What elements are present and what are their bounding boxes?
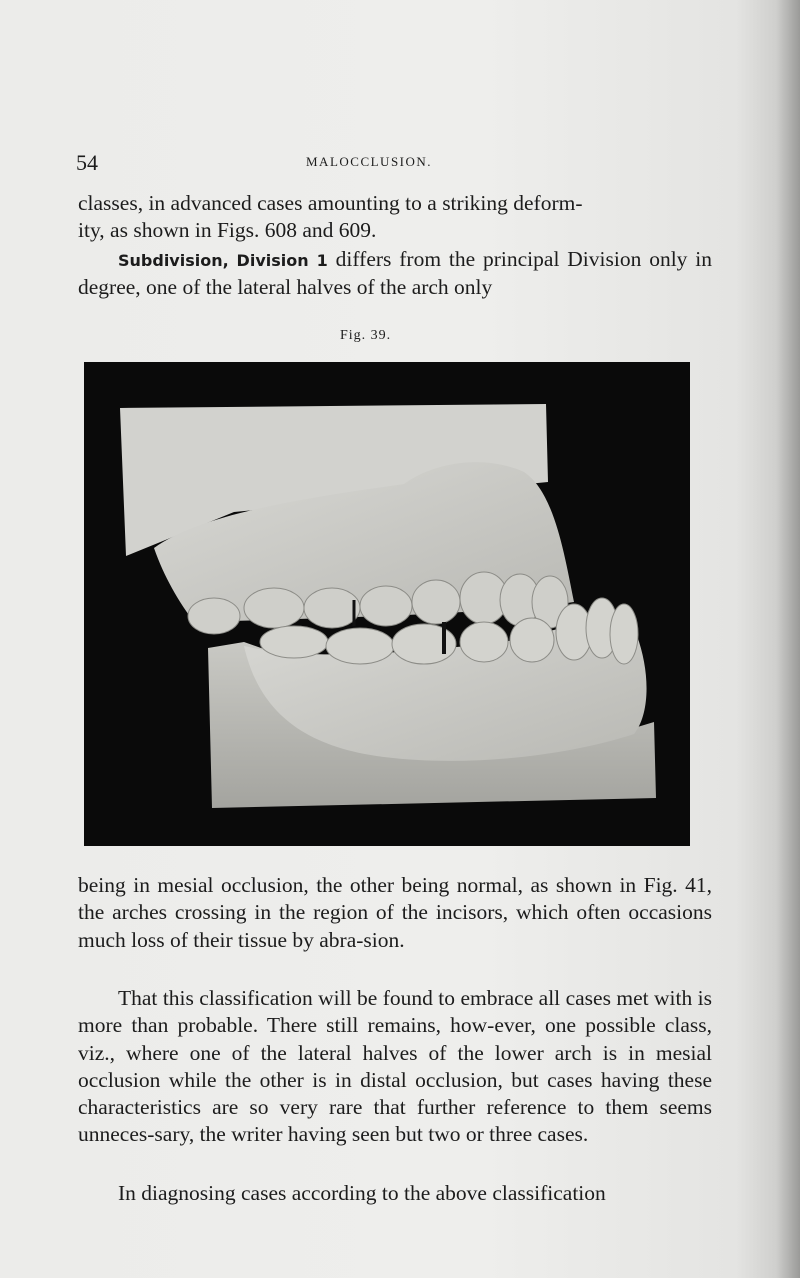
division-term: Division 1 <box>236 251 328 270</box>
subdivision-text: differs from the principal Division only in degree, one of the lateral halves of the arch only <box>78 247 712 300</box>
dental-cast-photo <box>84 362 690 846</box>
continuation-text: being in mesial occlusion, the other being normal, as shown in Fig. 41, the arches crossing in the region of the incisors, which often occasions much loss of their tissue by abra-sion. <box>78 873 712 952</box>
final-paragraph <box>78 1180 712 1207</box>
top-paragraph-line-1: classes, in advanced cases amounting to a striking deform- <box>78 191 583 215</box>
running-title: MALOCCLUSION. <box>306 154 433 169</box>
top-paragraph-line-2: ity, as shown in Figs. 608 and 609. <box>78 218 377 243</box>
dental-cast-illustration <box>84 362 690 846</box>
page-header <box>76 150 691 178</box>
subdivision-term: Subdivision, <box>118 251 229 270</box>
page-number: 54 <box>76 150 98 175</box>
top-paragraph <box>78 190 712 245</box>
subdivision-paragraph <box>78 246 712 302</box>
continuation-paragraph <box>78 872 712 954</box>
classification-text: That this classification will be found to embrace all cases met with is more than probable. There still remains, how-ever, one possible class, viz., where one of the lateral halves of the lower arch is in mesial occlusion while the other is in distal occlusion, but cases having these characteristics are so very rare that further reference to them seems unneces-sary, the writer having seen but two or three cases. <box>78 986 712 1147</box>
classification-paragraph <box>78 985 712 1149</box>
figure-caption: Fig. 39. <box>340 328 392 343</box>
final-line: In diagnosing cases according to the above classification <box>118 1181 606 1205</box>
